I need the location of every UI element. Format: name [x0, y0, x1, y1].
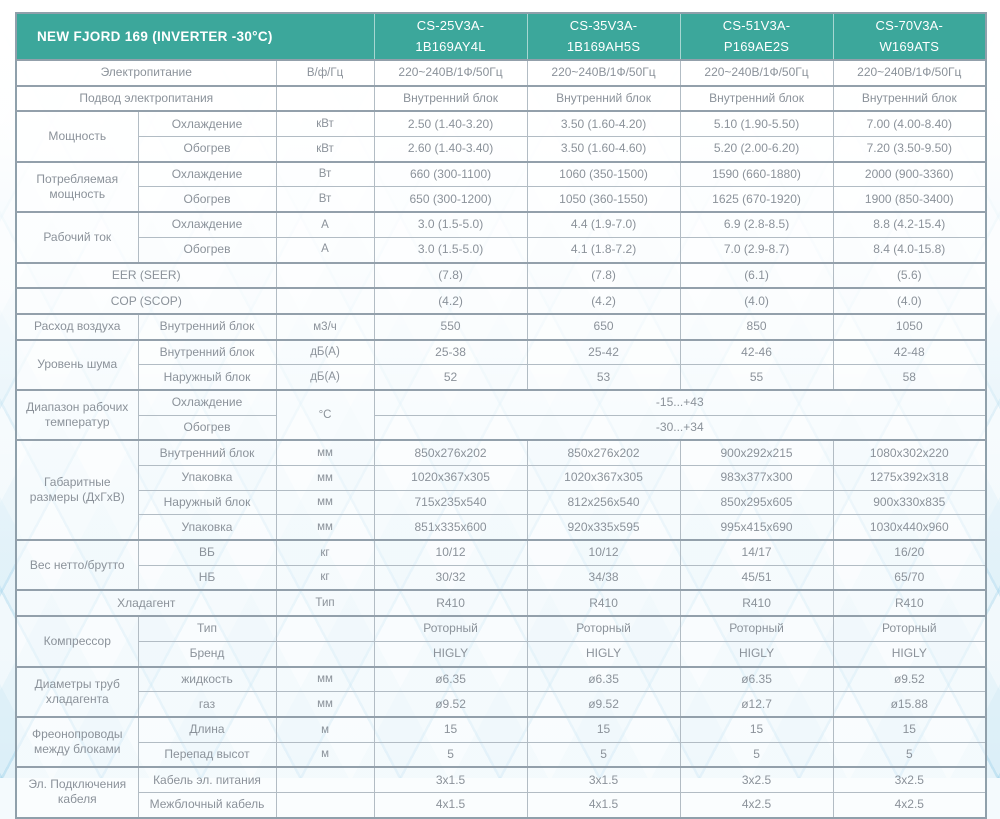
table-row [16, 565, 986, 590]
row-unit: мм [276, 692, 374, 717]
cell-value: 4x2.5 [833, 792, 986, 817]
cell-value: 5.20 (2.00-6.20) [680, 137, 833, 162]
cell-value: 4x2.5 [680, 792, 833, 817]
cell-value: 900x330x835 [833, 490, 986, 515]
row-group-label: Подвод электропитания [16, 86, 276, 112]
row-unit [276, 616, 374, 641]
cell-value: 15 [833, 717, 986, 742]
cell-value: (4.0) [833, 288, 986, 314]
cell-value: HIGLY [680, 641, 833, 666]
cell-value: 4x1.5 [527, 792, 680, 817]
row-sub-label: Длина [138, 717, 276, 742]
cell-value: 220~240В/1Ф/50Гц [527, 60, 680, 86]
cell-value: 10/12 [527, 540, 680, 565]
model-name-line1: CS-25V3A- [416, 18, 485, 34]
row-unit [276, 641, 374, 666]
cell-value: 3x1.5 [374, 767, 527, 792]
model-name-line2: W169ATS [879, 38, 940, 54]
table-row [16, 641, 986, 666]
cell-value: 4x1.5 [374, 792, 527, 817]
table-row [16, 111, 986, 136]
row-sub-label: Обогрев [138, 237, 276, 262]
row-group-label: Электропитание [16, 60, 276, 86]
row-unit: м3/ч [276, 314, 374, 340]
cell-value: 7.0 (2.9-8.7) [680, 237, 833, 262]
table-row [16, 792, 986, 817]
cell-value: (4.0) [680, 288, 833, 314]
row-unit: мм [276, 515, 374, 540]
cell-value: 220~240В/1Ф/50Гц [833, 60, 986, 86]
row-unit: °C [276, 390, 374, 440]
cell-value: 7.00 (4.00-8.40) [833, 111, 986, 136]
cell-value: 65/70 [833, 565, 986, 590]
table-row [16, 466, 986, 491]
row-sub-label: Охлаждение [138, 390, 276, 415]
cell-value: 850x276x202 [374, 440, 527, 465]
cell-value: 3.50 (1.60-4.20) [527, 111, 680, 136]
table-row [16, 415, 986, 440]
model-header [680, 13, 833, 60]
cell-value: 16/20 [833, 540, 986, 565]
model-header [374, 13, 527, 60]
cell-value: HIGLY [833, 641, 986, 666]
row-unit: дБ(А) [276, 340, 374, 365]
cell-value: 900x292x215 [680, 440, 833, 465]
cell-value: 15 [680, 717, 833, 742]
row-unit: А [276, 212, 374, 237]
row-sub-label: Обогрев [138, 415, 276, 440]
row-unit: мм [276, 490, 374, 515]
row-sub-label: Охлаждение [138, 212, 276, 237]
cell-value: 3.0 (1.5-5.0) [374, 212, 527, 237]
cell-value: 15 [527, 717, 680, 742]
row-group-label: Габаритные размеры (ДхГхВ) [16, 440, 138, 540]
row-unit: кВт [276, 137, 374, 162]
cell-value: 550 [374, 314, 527, 340]
table-row [16, 237, 986, 262]
table-row [16, 767, 986, 792]
cell-value: 1020x367x305 [527, 466, 680, 491]
row-sub-label: Наружный блок [138, 365, 276, 390]
row-sub-label: Обогрев [138, 187, 276, 212]
cell-value: 25-42 [527, 340, 680, 365]
model-header [833, 13, 986, 60]
cell-value: 5 [527, 742, 680, 767]
cell-value: 42-48 [833, 340, 986, 365]
row-sub-label: Упаковка [138, 466, 276, 491]
cell-value: (4.2) [374, 288, 527, 314]
cell-value: Внутренний блок [374, 86, 527, 112]
cell-value: 14/17 [680, 540, 833, 565]
cell-value: 220~240В/1Ф/50Гц [374, 60, 527, 86]
cell-value: 25-38 [374, 340, 527, 365]
cell-value: 7.20 (3.50-9.50) [833, 137, 986, 162]
table-row [16, 742, 986, 767]
row-sub-label: Тип [138, 616, 276, 641]
cell-value: 2.60 (1.40-3.40) [374, 137, 527, 162]
table-row [16, 590, 986, 616]
table-row [16, 187, 986, 212]
row-sub-label: Охлаждение [138, 111, 276, 136]
table-row [16, 314, 986, 340]
cell-value: ø6.35 [374, 667, 527, 692]
cell-value: 995x415x690 [680, 515, 833, 540]
row-group-label: Эл. Подключения кабеля [16, 767, 138, 817]
table-row [16, 440, 986, 465]
model-name-line1: CS-51V3A- [722, 18, 791, 34]
row-group-label: Компрессор [16, 616, 138, 666]
table-row [16, 490, 986, 515]
cell-value: 8.8 (4.2-15.4) [833, 212, 986, 237]
cell-value: ø9.52 [527, 692, 680, 717]
row-sub-label: газ [138, 692, 276, 717]
cell-value: 1900 (850-3400) [833, 187, 986, 212]
cell-value: 6.9 (2.8-8.5) [680, 212, 833, 237]
row-sub-label: Перепад высот [138, 742, 276, 767]
cell-value: Роторный [680, 616, 833, 641]
row-group-label: Потребляемая мощность [16, 162, 138, 212]
cell-value: (5.6) [833, 263, 986, 289]
row-group-label: Уровень шума [16, 340, 138, 390]
cell-value: 812x256x540 [527, 490, 680, 515]
cell-value: HIGLY [374, 641, 527, 666]
row-unit [276, 767, 374, 792]
cell-value: Роторный [833, 616, 986, 641]
cell-value: 650 [527, 314, 680, 340]
spec-table [15, 12, 987, 819]
cell-value: Роторный [374, 616, 527, 641]
cell-value: -15...+43 [374, 390, 986, 415]
cell-value: (7.8) [527, 263, 680, 289]
table-row [16, 692, 986, 717]
cell-value: 983x377x300 [680, 466, 833, 491]
cell-value: 1080x302x220 [833, 440, 986, 465]
table-row [16, 263, 986, 289]
table-row [16, 365, 986, 390]
cell-value: 850 [680, 314, 833, 340]
cell-value: HIGLY [527, 641, 680, 666]
cell-value: 851x335x600 [374, 515, 527, 540]
cell-value: R410 [527, 590, 680, 616]
row-group-label: Рабочий ток [16, 212, 138, 262]
cell-value: 1275x392x318 [833, 466, 986, 491]
cell-value: 8.4 (4.0-15.8) [833, 237, 986, 262]
cell-value: 5 [680, 742, 833, 767]
table-row [16, 137, 986, 162]
row-unit: Вт [276, 187, 374, 212]
cell-value: (7.8) [374, 263, 527, 289]
cell-value: 30/32 [374, 565, 527, 590]
cell-value: 3x1.5 [527, 767, 680, 792]
table-row [16, 616, 986, 641]
cell-value: ø9.52 [374, 692, 527, 717]
row-sub-label: Упаковка [138, 515, 276, 540]
row-unit [276, 263, 374, 289]
cell-value: R410 [833, 590, 986, 616]
row-group-label: Фреонопроводы между блоками [16, 717, 138, 767]
row-unit: дБ(А) [276, 365, 374, 390]
cell-value: 42-46 [680, 340, 833, 365]
row-group-label: Вес нетто/брутто [16, 540, 138, 590]
row-group-label: EER (SEER) [16, 263, 276, 289]
table-header-row [16, 13, 986, 60]
cell-value: 3.50 (1.60-4.60) [527, 137, 680, 162]
cell-value: 58 [833, 365, 986, 390]
cell-value: ø12.7 [680, 692, 833, 717]
row-unit: кВт [276, 111, 374, 136]
table-row [16, 60, 986, 86]
cell-value: 34/38 [527, 565, 680, 590]
model-name-line2: 1B169AH5S [566, 38, 641, 54]
cell-value: 3x2.5 [833, 767, 986, 792]
cell-value: 1030x440x960 [833, 515, 986, 540]
cell-value: 850x295x605 [680, 490, 833, 515]
row-sub-label: Кабель эл. питания [138, 767, 276, 792]
cell-value: 220~240В/1Ф/50Гц [680, 60, 833, 86]
cell-value: 45/51 [680, 565, 833, 590]
row-unit [276, 792, 374, 817]
cell-value: 55 [680, 365, 833, 390]
row-sub-label: Наружный блок [138, 490, 276, 515]
row-unit [276, 288, 374, 314]
row-unit: В/ф/Гц [276, 60, 374, 86]
cell-value: R410 [374, 590, 527, 616]
row-sub-label: Обогрев [138, 137, 276, 162]
row-group-label: Расход воздуха [16, 314, 138, 340]
cell-value: 5 [374, 742, 527, 767]
table-row [16, 340, 986, 365]
cell-value: 2.50 (1.40-3.20) [374, 111, 527, 136]
row-unit: мм [276, 440, 374, 465]
cell-value: 52 [374, 365, 527, 390]
table-row [16, 667, 986, 692]
model-name-line1: CS-35V3A- [569, 18, 638, 34]
row-unit [276, 86, 374, 112]
cell-value: 1625 (670-1920) [680, 187, 833, 212]
row-unit: мм [276, 466, 374, 491]
cell-value: 660 (300-1100) [374, 162, 527, 187]
cell-value: 2000 (900-3360) [833, 162, 986, 187]
row-group-label: COP (SCOP) [16, 288, 276, 314]
cell-value: Внутренний блок [680, 86, 833, 112]
row-unit: Тип [276, 590, 374, 616]
row-group-label: Диаметры труб хладагента [16, 667, 138, 717]
row-unit: м [276, 717, 374, 742]
cell-value: 4.4 (1.9-7.0) [527, 212, 680, 237]
table-row [16, 288, 986, 314]
row-sub-label: ВБ [138, 540, 276, 565]
row-group-label: Мощность [16, 111, 138, 161]
cell-value: (4.2) [527, 288, 680, 314]
cell-value: ø15.88 [833, 692, 986, 717]
row-sub-label: Внутренний блок [138, 314, 276, 340]
cell-value: 715x235x540 [374, 490, 527, 515]
cell-value: 850x276x202 [527, 440, 680, 465]
row-group-label: Хладагент [16, 590, 276, 616]
cell-value: (6.1) [680, 263, 833, 289]
cell-value: ø6.35 [527, 667, 680, 692]
row-sub-label: Охлаждение [138, 162, 276, 187]
row-unit: мм [276, 667, 374, 692]
cell-value: R410 [680, 590, 833, 616]
cell-value: 3x2.5 [680, 767, 833, 792]
row-sub-label: Бренд [138, 641, 276, 666]
cell-value: 5 [833, 742, 986, 767]
cell-value: Внутренний блок [833, 86, 986, 112]
row-sub-label: Межблочный кабель [138, 792, 276, 817]
row-sub-label: НБ [138, 565, 276, 590]
model-name-line2: 1B169AY4L [415, 38, 486, 54]
cell-value: ø6.35 [680, 667, 833, 692]
cell-value: 4.1 (1.8-7.2) [527, 237, 680, 262]
table-row [16, 390, 986, 415]
table-row [16, 515, 986, 540]
cell-value: -30...+34 [374, 415, 986, 440]
row-sub-label: жидкость [138, 667, 276, 692]
row-sub-label: Внутренний блок [138, 340, 276, 365]
table-row [16, 162, 986, 187]
model-header [527, 13, 680, 60]
model-name-line1: CS-70V3A- [875, 18, 944, 34]
cell-value: 10/12 [374, 540, 527, 565]
row-unit: Вт [276, 162, 374, 187]
table-row [16, 212, 986, 237]
model-name-line2: P169AE2S [723, 38, 790, 54]
row-group-label: Диапазон рабочих температур [16, 390, 138, 440]
cell-value: 1050 (360-1550) [527, 187, 680, 212]
cell-value: Внутренний блок [527, 86, 680, 112]
cell-value: 1020x367x305 [374, 466, 527, 491]
table-title: NEW FJORD 169 (INVERTER -30°C) [16, 13, 374, 60]
table-row [16, 86, 986, 112]
cell-value: 920x335x595 [527, 515, 680, 540]
cell-value: 1590 (660-1880) [680, 162, 833, 187]
cell-value: 650 (300-1200) [374, 187, 527, 212]
cell-value: 15 [374, 717, 527, 742]
cell-value: 53 [527, 365, 680, 390]
cell-value: 5.10 (1.90-5.50) [680, 111, 833, 136]
cell-value: Роторный [527, 616, 680, 641]
table-row [16, 717, 986, 742]
cell-value: 1050 [833, 314, 986, 340]
table-row [16, 540, 986, 565]
cell-value: 3.0 (1.5-5.0) [374, 237, 527, 262]
cell-value: ø9.52 [833, 667, 986, 692]
row-sub-label: Внутренний блок [138, 440, 276, 465]
row-unit: м [276, 742, 374, 767]
cell-value: 1060 (350-1500) [527, 162, 680, 187]
row-unit: А [276, 237, 374, 262]
row-unit: кг [276, 565, 374, 590]
row-unit: кг [276, 540, 374, 565]
